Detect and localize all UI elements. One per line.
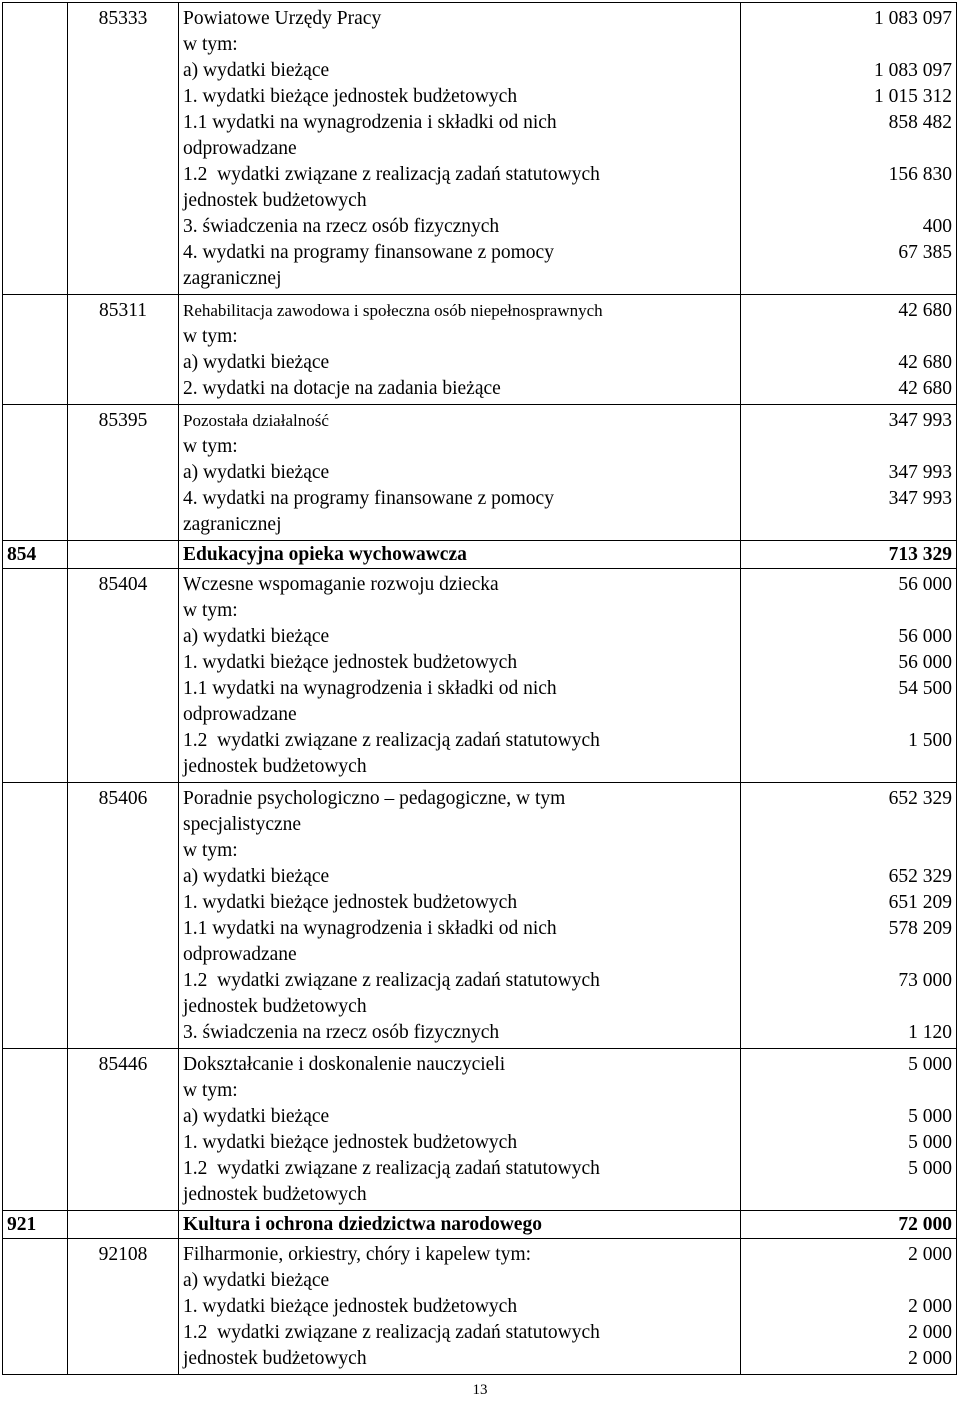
- description-line: 1. wydatki bieżące jednostek budżetowych: [183, 1296, 518, 1317]
- description-line: jednostek budżetowych: [183, 996, 367, 1017]
- amount-cell: [741, 405, 957, 541]
- amount-value: 578 209: [888, 918, 952, 939]
- description-cell: [179, 783, 741, 1049]
- amount-value: [745, 136, 952, 162]
- dzial-code-cell: [3, 569, 68, 783]
- amount-value: [745, 838, 952, 864]
- rozdzial-code-cell: [68, 295, 179, 405]
- description-line: Kultura i ochrona dziedzictwa narodowego: [183, 1214, 542, 1235]
- description-line: w tym:: [183, 840, 238, 861]
- amount-cell: [741, 1211, 957, 1239]
- amount-value: 5 000: [908, 1106, 952, 1127]
- dzial-code-cell: [3, 3, 68, 295]
- amount-value: 2 000: [908, 1244, 952, 1265]
- dzial-code-cell: [3, 295, 68, 405]
- description-line: w tym:: [183, 600, 238, 621]
- description-line: Rehabilitacja zawodowa i społeczna osób niepełnosprawnych: [183, 301, 603, 320]
- amount-value: [745, 324, 952, 350]
- dzial-row: [3, 1211, 957, 1239]
- amount-cell: [741, 783, 957, 1049]
- description-line: 1.2 wydatki związane z realizacją zadań statutowych: [183, 970, 600, 991]
- description-line: 1. wydatki bieżące jednostek budżetowych: [183, 86, 518, 107]
- dzial-code: 854: [7, 544, 37, 565]
- description-line: jednostek budżetowych: [183, 1348, 367, 1369]
- description-line: a) wydatki bieżące: [183, 866, 330, 887]
- rozdzial-row: [3, 405, 957, 541]
- rozdzial-row: [3, 783, 957, 1049]
- amount-value: 2 000: [908, 1296, 952, 1317]
- rozdzial-code-cell: [68, 1049, 179, 1211]
- description-line: 4. wydatki na programy finansowane z pomocy: [183, 488, 554, 509]
- budget-table: [2, 2, 957, 1375]
- description-line: 3. świadczenia na rzecz osób fizycznych: [183, 216, 500, 237]
- rozdzial-code: 85406: [98, 788, 148, 809]
- amount-value: 1 083 097: [874, 60, 952, 81]
- description-line: 1.2 wydatki związane z realizacją zadań statutowych: [183, 1158, 600, 1179]
- description-line: w tym:: [183, 34, 238, 55]
- amount-value: 347 993: [888, 410, 952, 431]
- amount-value: 5 000: [908, 1132, 952, 1153]
- amount-cell: [741, 1239, 957, 1375]
- description-line: 1.2 wydatki związane z realizacją zadań statutowych: [183, 164, 600, 185]
- description-cell: [179, 1049, 741, 1211]
- amount-value: 73 000: [898, 970, 952, 991]
- description-line: w tym:: [183, 436, 238, 457]
- amount-value: 67 385: [898, 242, 952, 263]
- description-line: Powiatowe Urzędy Pracy: [183, 8, 382, 29]
- amount-cell: [741, 295, 957, 405]
- amount-value: 400: [922, 216, 952, 237]
- rozdzial-code-cell: [68, 541, 179, 569]
- rozdzial-code-cell: [68, 1239, 179, 1375]
- amount-cell: [741, 541, 957, 569]
- description-line: 1. wydatki bieżące jednostek budżetowych: [183, 892, 518, 913]
- description-line: odprowadzane: [183, 704, 297, 725]
- amount-value: [745, 1182, 952, 1208]
- description-line: zagranicznej: [183, 268, 282, 289]
- amount-value: [745, 266, 952, 292]
- amount-value: 1 500: [908, 730, 952, 751]
- description-line: zagranicznej: [183, 514, 282, 535]
- rozdzial-code: 85404: [98, 574, 148, 595]
- description-cell: [179, 541, 741, 569]
- amount-cell: [741, 1049, 957, 1211]
- amount-value: 347 993: [888, 488, 952, 509]
- rozdzial-code-cell: [68, 3, 179, 295]
- amount-value: 651 209: [888, 892, 952, 913]
- amount-value: [745, 1268, 952, 1294]
- amount-value: [745, 1078, 952, 1104]
- description-line: a) wydatki bieżące: [183, 60, 330, 81]
- rozdzial-code-cell: [68, 1211, 179, 1239]
- description-line: odprowadzane: [183, 944, 297, 965]
- amount-value: 56 000: [898, 626, 952, 647]
- description-line: Dokształcanie i doskonalenie nauczycieli: [183, 1054, 506, 1075]
- amount-value: [745, 598, 952, 624]
- amount-value: 42 680: [898, 352, 952, 373]
- description-line: Wczesne wspomaganie rozwoju dziecka: [183, 574, 499, 595]
- description-line: Poradnie psychologiczno – pedagogiczne, w tym: [183, 788, 566, 809]
- dzial-code-cell: [3, 783, 68, 1049]
- amount-value: 652 329: [888, 788, 952, 809]
- amount-value: [745, 994, 952, 1020]
- amount-value: [745, 702, 952, 728]
- description-line: a) wydatki bieżące: [183, 626, 330, 647]
- description-line: odprowadzane: [183, 138, 297, 159]
- rozdzial-code: 85333: [98, 8, 148, 29]
- amount-value: [745, 32, 952, 58]
- description-line: 1.1 wydatki na wynagrodzenia i składki od nich: [183, 112, 557, 133]
- rozdzial-code: 92108: [98, 1244, 148, 1265]
- amount-value: [745, 188, 952, 214]
- description-line: 1.2 wydatki związane z realizacją zadań statutowych: [183, 1322, 600, 1343]
- description-line: jednostek budżetowych: [183, 756, 367, 777]
- amount-value: [745, 942, 952, 968]
- rozdzial-code-cell: [68, 405, 179, 541]
- dzial-row: [3, 541, 957, 569]
- description-line: a) wydatki bieżące: [183, 1270, 330, 1291]
- rozdzial-row: [3, 1049, 957, 1211]
- amount-value: 652 329: [888, 866, 952, 887]
- description-line: 1. wydatki bieżące jednostek budżetowych: [183, 652, 518, 673]
- description-cell: [179, 569, 741, 783]
- amount-value: 1 120: [908, 1022, 952, 1043]
- description-line: Pozostała działalność: [183, 411, 329, 430]
- rozdzial-row: [3, 569, 957, 783]
- description-line: w tym:: [183, 1080, 238, 1101]
- amount-value: 713 329: [888, 544, 952, 565]
- amount-value: 858 482: [888, 112, 952, 133]
- dzial-code-cell: [3, 1049, 68, 1211]
- dzial-code: 921: [7, 1214, 37, 1235]
- rozdzial-code: 85311: [98, 300, 148, 321]
- amount-value: 54 500: [898, 678, 952, 699]
- rozdzial-row: [3, 3, 957, 295]
- amount-value: 1 015 312: [874, 86, 952, 107]
- amount-cell: [741, 569, 957, 783]
- description-cell: [179, 295, 741, 405]
- dzial-code-cell: [3, 405, 68, 541]
- rozdzial-code: 85446: [98, 1054, 148, 1075]
- description-cell: [179, 405, 741, 541]
- amount-value: [745, 512, 952, 538]
- description-line: 1. wydatki bieżące jednostek budżetowych: [183, 1132, 518, 1153]
- description-line: jednostek budżetowych: [183, 1184, 367, 1205]
- description-line: a) wydatki bieżące: [183, 352, 330, 373]
- description-line: Filharmonie, orkiestry, chóry i kapelew tym:: [183, 1244, 532, 1265]
- dzial-code-cell: [3, 541, 68, 569]
- amount-value: 156 830: [888, 164, 952, 185]
- page-number: 13: [472, 1382, 488, 1398]
- description-line: a) wydatki bieżące: [183, 462, 330, 483]
- description-line: 4. wydatki na programy finansowane z pomocy: [183, 242, 554, 263]
- description-line: specjalistyczne: [183, 814, 302, 835]
- amount-value: 56 000: [898, 574, 952, 595]
- description-line: 2. wydatki na dotacje na zadania bieżące: [183, 378, 501, 399]
- amount-value: [745, 434, 952, 460]
- amount-value: 56 000: [898, 652, 952, 673]
- budget-table-body: [3, 3, 957, 1375]
- rozdzial-code: 85395: [98, 410, 148, 431]
- description-line: 1.1 wydatki na wynagrodzenia i składki od nich: [183, 678, 557, 699]
- description-line: 3. świadczenia na rzecz osób fizycznych: [183, 1022, 500, 1043]
- description-cell: [179, 1211, 741, 1239]
- rozdzial-row: [3, 1239, 957, 1375]
- dzial-code-cell: [3, 1211, 68, 1239]
- amount-value: [745, 754, 952, 780]
- amount-value: 5 000: [908, 1158, 952, 1179]
- rozdzial-code-cell: [68, 569, 179, 783]
- description-line: Edukacyjna opieka wychowawcza: [183, 544, 467, 565]
- description-line: jednostek budżetowych: [183, 190, 367, 211]
- amount-value: [745, 812, 952, 838]
- amount-value: 2 000: [908, 1348, 952, 1369]
- amount-value: 72 000: [898, 1214, 952, 1235]
- amount-value: 1 083 097: [874, 8, 952, 29]
- amount-cell: [741, 3, 957, 295]
- amount-value: 5 000: [908, 1054, 952, 1075]
- description-cell: [179, 3, 741, 295]
- amount-value: 42 680: [898, 378, 952, 399]
- rozdzial-code-cell: [68, 783, 179, 1049]
- amount-value: 42 680: [898, 300, 952, 321]
- amount-value: 347 993: [888, 462, 952, 483]
- description-cell: [179, 1239, 741, 1375]
- description-line: 1.1 wydatki na wynagrodzenia i składki od nich: [183, 918, 557, 939]
- description-line: 1.2 wydatki związane z realizacją zadań statutowych: [183, 730, 600, 751]
- description-line: w tym:: [183, 326, 238, 347]
- amount-value: 2 000: [908, 1322, 952, 1343]
- rozdzial-row: [3, 295, 957, 405]
- dzial-code-cell: [3, 1239, 68, 1375]
- description-line: a) wydatki bieżące: [183, 1106, 330, 1127]
